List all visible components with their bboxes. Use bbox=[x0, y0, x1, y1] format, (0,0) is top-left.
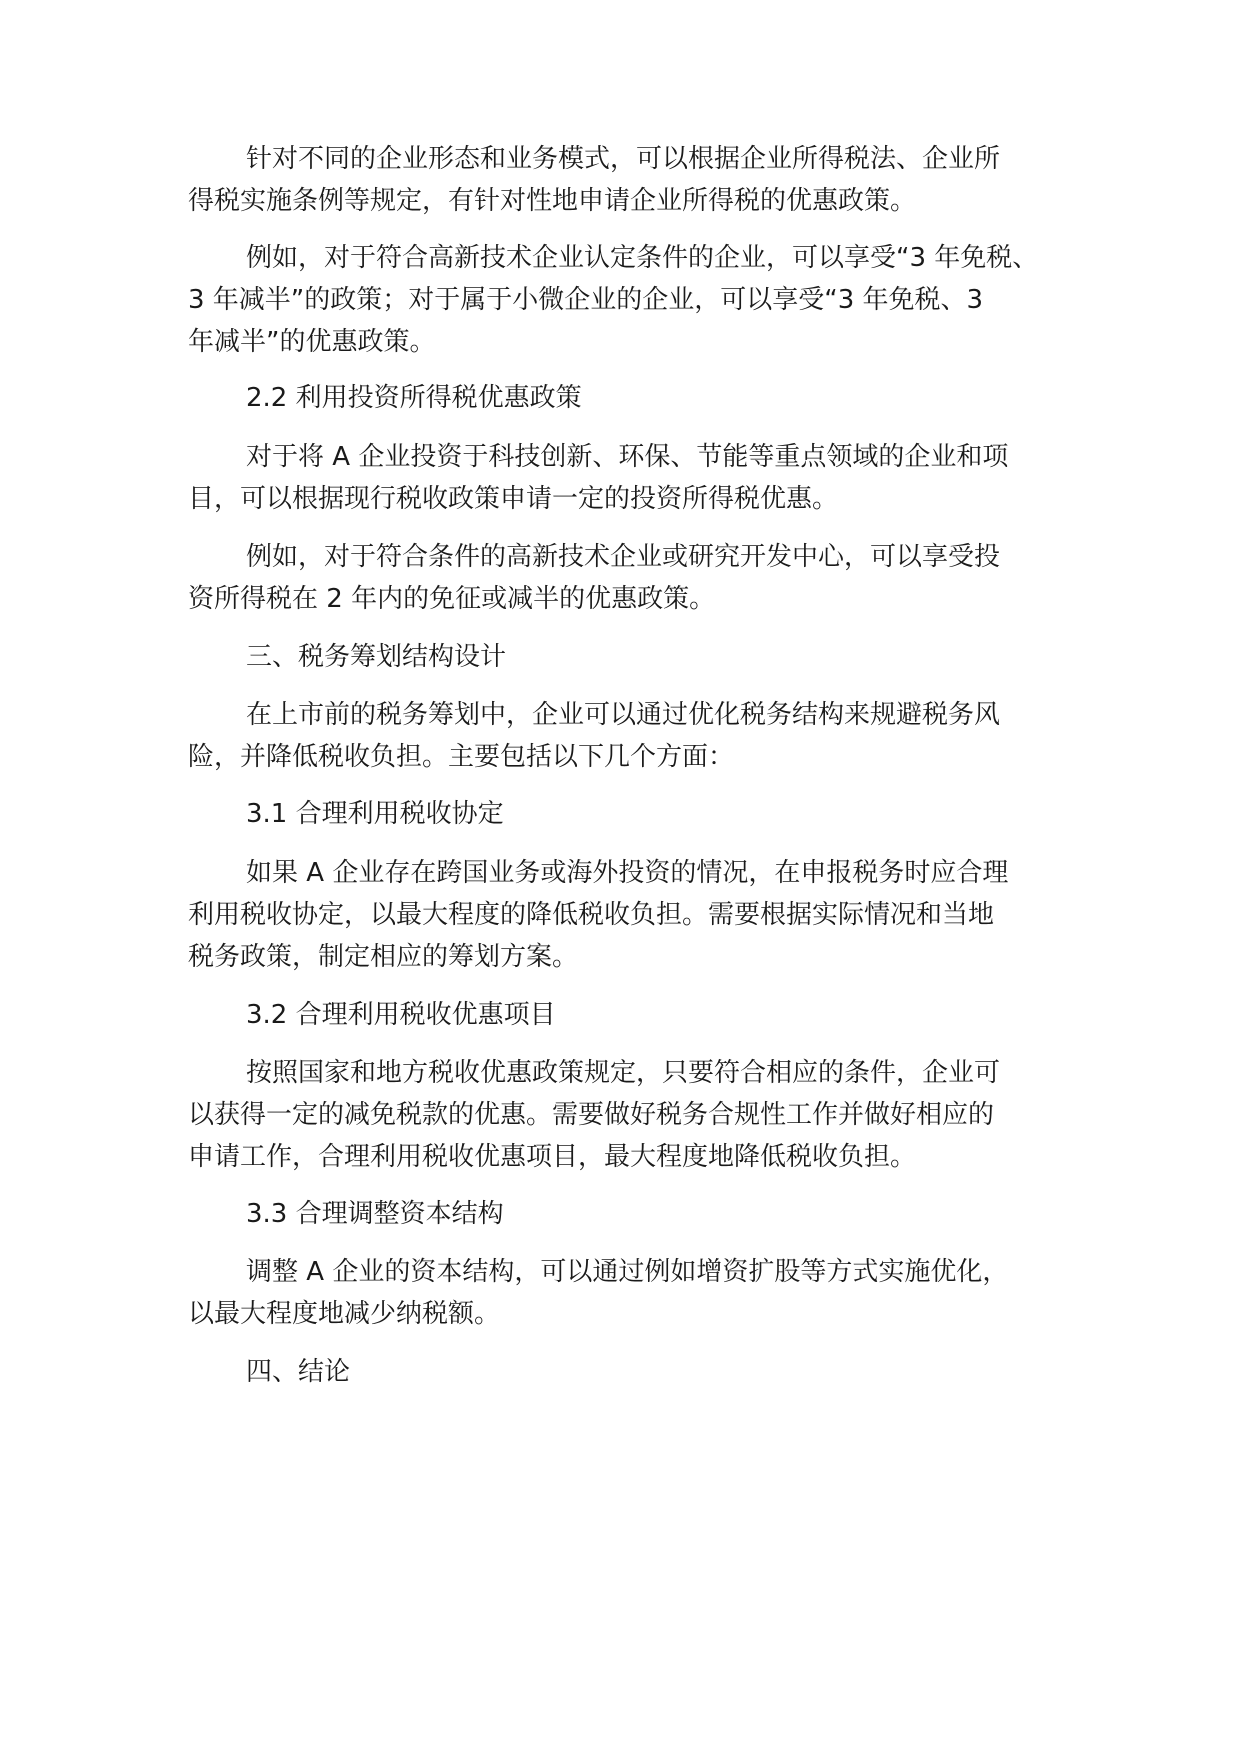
paragraph bbox=[188, 536, 1058, 620]
section-heading bbox=[188, 994, 1058, 1036]
paragraph bbox=[188, 436, 1058, 520]
paragraph bbox=[188, 1052, 1058, 1178]
section-heading bbox=[188, 377, 1058, 419]
section-heading-text: 四、结论 bbox=[246, 1357, 351, 1387]
paragraph-line: 得税实施条例等规定，有针对性地申请企业所得税的优惠政策。 bbox=[188, 186, 917, 216]
paragraph-line: 以获得一定的减免税款的优惠。需要做好税务合规性工作并做好相应的 bbox=[188, 1100, 995, 1130]
paragraph bbox=[188, 852, 1058, 978]
paragraph-line: 针对不同的企业形态和业务模式，可以根据企业所得税法、企业所 bbox=[246, 144, 1001, 174]
paragraph bbox=[188, 138, 1058, 222]
paragraph bbox=[188, 694, 1058, 778]
paragraph-line: 例如，对于符合高新技术企业认定条件的企业，可以享受“3 年免税、 bbox=[246, 243, 1039, 273]
paragraph-line: 利用税收协定，以最大程度的降低税收负担。需要根据实际情况和当地 bbox=[188, 900, 995, 930]
paragraph bbox=[188, 237, 1058, 363]
paragraph-line: 税务政策，制定相应的筹划方案。 bbox=[188, 942, 579, 972]
section-heading-text: 3.1 合理利用税收协定 bbox=[246, 799, 504, 829]
paragraph-line: 以最大程度地减少纳税额。 bbox=[188, 1299, 501, 1329]
paragraph-line: 按照国家和地方税收优惠政策规定，只要符合相应的条件，企业可 bbox=[246, 1058, 1001, 1088]
paragraph-line: 例如，对于符合条件的高新技术企业或研究开发中心，可以享受投 bbox=[246, 542, 1001, 572]
section-heading bbox=[188, 793, 1058, 835]
paragraph-line: 调整 A 企业的资本结构，可以通过例如增资扩股等方式实施优化， bbox=[246, 1257, 1009, 1287]
section-heading-text: 三、税务筹划结构设计 bbox=[246, 642, 507, 672]
paragraph bbox=[188, 1251, 1058, 1335]
section-heading-text: 3.2 合理利用税收优惠项目 bbox=[246, 1000, 556, 1030]
paragraph-line: 申请工作，合理利用税收优惠项目，最大程度地降低税收负担。 bbox=[188, 1142, 917, 1172]
paragraph-line: 险，并降低税收负担。主要包括以下几个方面： bbox=[188, 742, 735, 772]
paragraph-line: 如果 A 企业存在跨国业务或海外投资的情况，在申报税务时应合理 bbox=[246, 858, 1009, 888]
paragraph-line: 对于将 A 企业投资于科技创新、环保、节能等重点领域的企业和项 bbox=[246, 442, 1009, 472]
paragraph-line: 在上市前的税务筹划中，企业可以通过优化税务结构来规避税务风 bbox=[246, 700, 1001, 730]
section-heading-text: 3.3 合理调整资本结构 bbox=[246, 1199, 504, 1229]
section-heading bbox=[188, 1351, 1058, 1393]
paragraph-line: 年减半”的优惠政策。 bbox=[188, 327, 436, 357]
paragraph-line: 资所得税在 2 年内的免征或减半的优惠政策。 bbox=[188, 584, 716, 614]
paragraph-line: 目，可以根据现行税收政策申请一定的投资所得税优惠。 bbox=[188, 484, 839, 514]
section-heading-text: 2.2 利用投资所得税优惠政策 bbox=[246, 383, 582, 413]
section-heading bbox=[188, 636, 1058, 678]
paragraph-line: 3 年减半”的政策；对于属于小微企业的企业，可以享受“3 年免税、3 bbox=[188, 285, 984, 315]
section-heading bbox=[188, 1193, 1058, 1235]
